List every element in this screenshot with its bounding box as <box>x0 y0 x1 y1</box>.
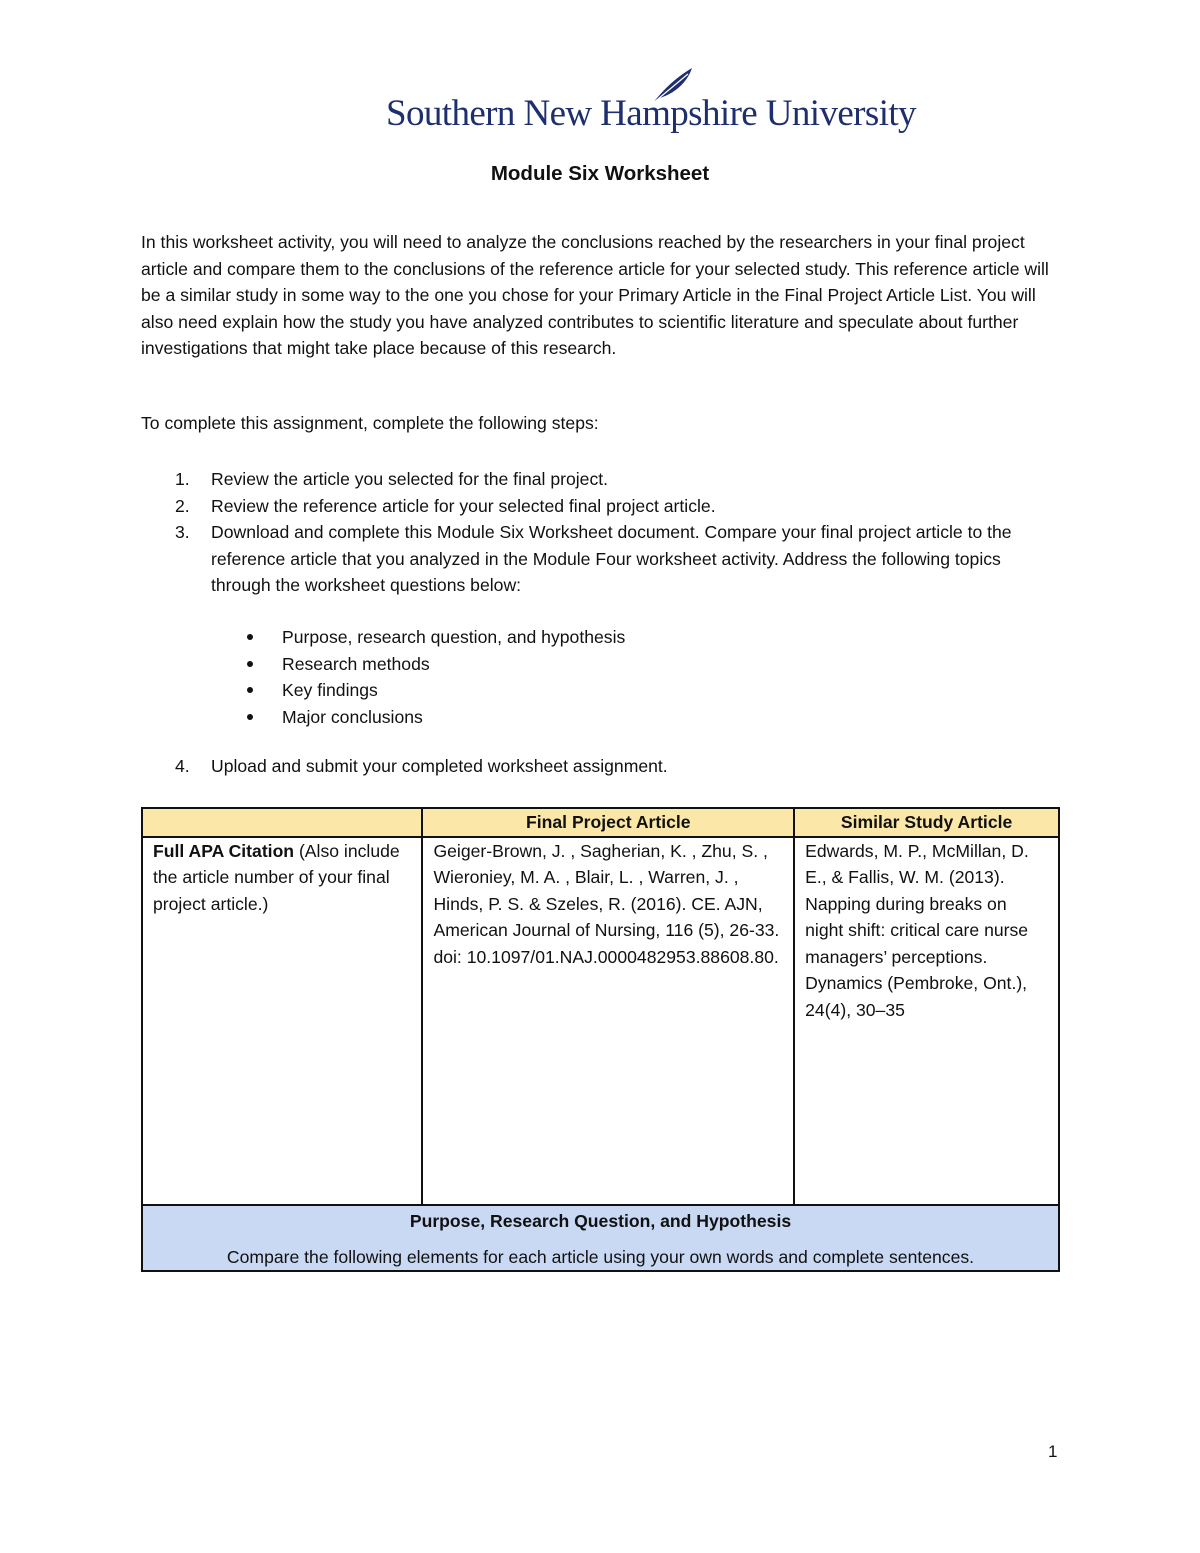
step-text: Review the article you selected for the final project. <box>211 469 609 489</box>
logo-wordmark: Southern New Hampshire University <box>386 93 916 134</box>
intro-paragraph: In this worksheet activity, you will need to analyze the conclusions reached by the researchers in your final project article and compare them to the conclusions of the reference article for your selected study. This reference article will be a similar study in some way to the one you chose for your Primary Article in the Final Project Article List. You will also need explain how the study you have analyzed contributes to scientific literature and speculate about further investigations that might take place because of this research. <box>141 232 1049 358</box>
section-title: Purpose, Research Question, and Hypothesis <box>409 1210 792 1231</box>
step-item <box>141 493 1061 520</box>
step-text: Review the reference article for your selected final project article. <box>211 495 716 516</box>
bullet-icon <box>247 634 253 640</box>
step-number: 1. <box>175 469 190 489</box>
topic-text: Major conclusions <box>282 706 423 727</box>
table-header-row <box>142 808 1059 837</box>
header-cell-blank <box>142 808 422 837</box>
topics-list <box>141 624 625 730</box>
topic-item <box>141 651 625 678</box>
table-row-section <box>142 1205 1059 1272</box>
topic-item <box>141 677 625 704</box>
step-number: 3. <box>175 522 190 542</box>
bullet-icon <box>247 687 253 693</box>
step-text: Download and complete this Module Six Worksheet document. Compare your final project article to the reference article that you analyzed in the Module Four worksheet activity. Address the following topics through the worksheet questions below: <box>211 522 1012 595</box>
steps-list <box>141 466 1061 599</box>
similar-study-citation-cell[interactable]: Edwards, M. P., McMillan, D. E., & Fallis, W. M. (2013). Napping during breaks on night shift: critical care nurse managers’ perceptions. Dynamics (Pembroke, Ont.), 24(4), 30–35 <box>794 837 1059 1205</box>
section-header-cell <box>142 1205 1059 1272</box>
step-item <box>141 466 1061 493</box>
section-description: Compare the following elements for each article using your own words and complete sentences. <box>226 1246 975 1267</box>
header-similar-study-article: Similar Study Article <box>794 808 1059 837</box>
steps-lead-text: To complete this assignment, complete the following steps: <box>141 413 599 433</box>
final-project-citation-cell[interactable]: Geiger-Brown, J. , Sagherian, K. , Zhu, S. , Wieroniey, M. A. , Blair, L. , Warren, J. , Hinds, P. S. & Szeles, R. (2016). CE. AJN, American Journal of Nursing, 116 (5), 26-33. doi: 10.1097/01.NAJ.0000482953.88608.80. <box>422 837 794 1205</box>
topic-item <box>141 704 625 731</box>
step-text: Upload and submit your completed worksheet assignment. <box>211 756 668 776</box>
topic-text: Purpose, research question, and hypothesis <box>282 627 626 647</box>
step-number: 2. <box>175 495 190 516</box>
bullet-icon <box>247 714 253 720</box>
table-row-citation <box>142 837 1059 1205</box>
step-item <box>141 519 1061 599</box>
worksheet-table <box>141 807 1060 1272</box>
step-number: 4. <box>175 756 190 776</box>
page-number: 1 <box>1048 1442 1058 1461</box>
bullet-icon <box>247 661 253 667</box>
page-title: Module Six Worksheet <box>490 162 710 185</box>
header-final-project-article: Final Project Article <box>422 808 794 837</box>
topic-item <box>141 624 625 651</box>
topic-text: Research methods <box>282 653 430 674</box>
citation-row-label <box>142 837 422 1205</box>
citation-label-bold: Full APA Citation <box>153 840 295 861</box>
topic-text: Key findings <box>282 680 378 700</box>
citation-label-note: (Also include the article number of your final project article.) <box>153 840 400 914</box>
university-logo <box>386 66 916 138</box>
